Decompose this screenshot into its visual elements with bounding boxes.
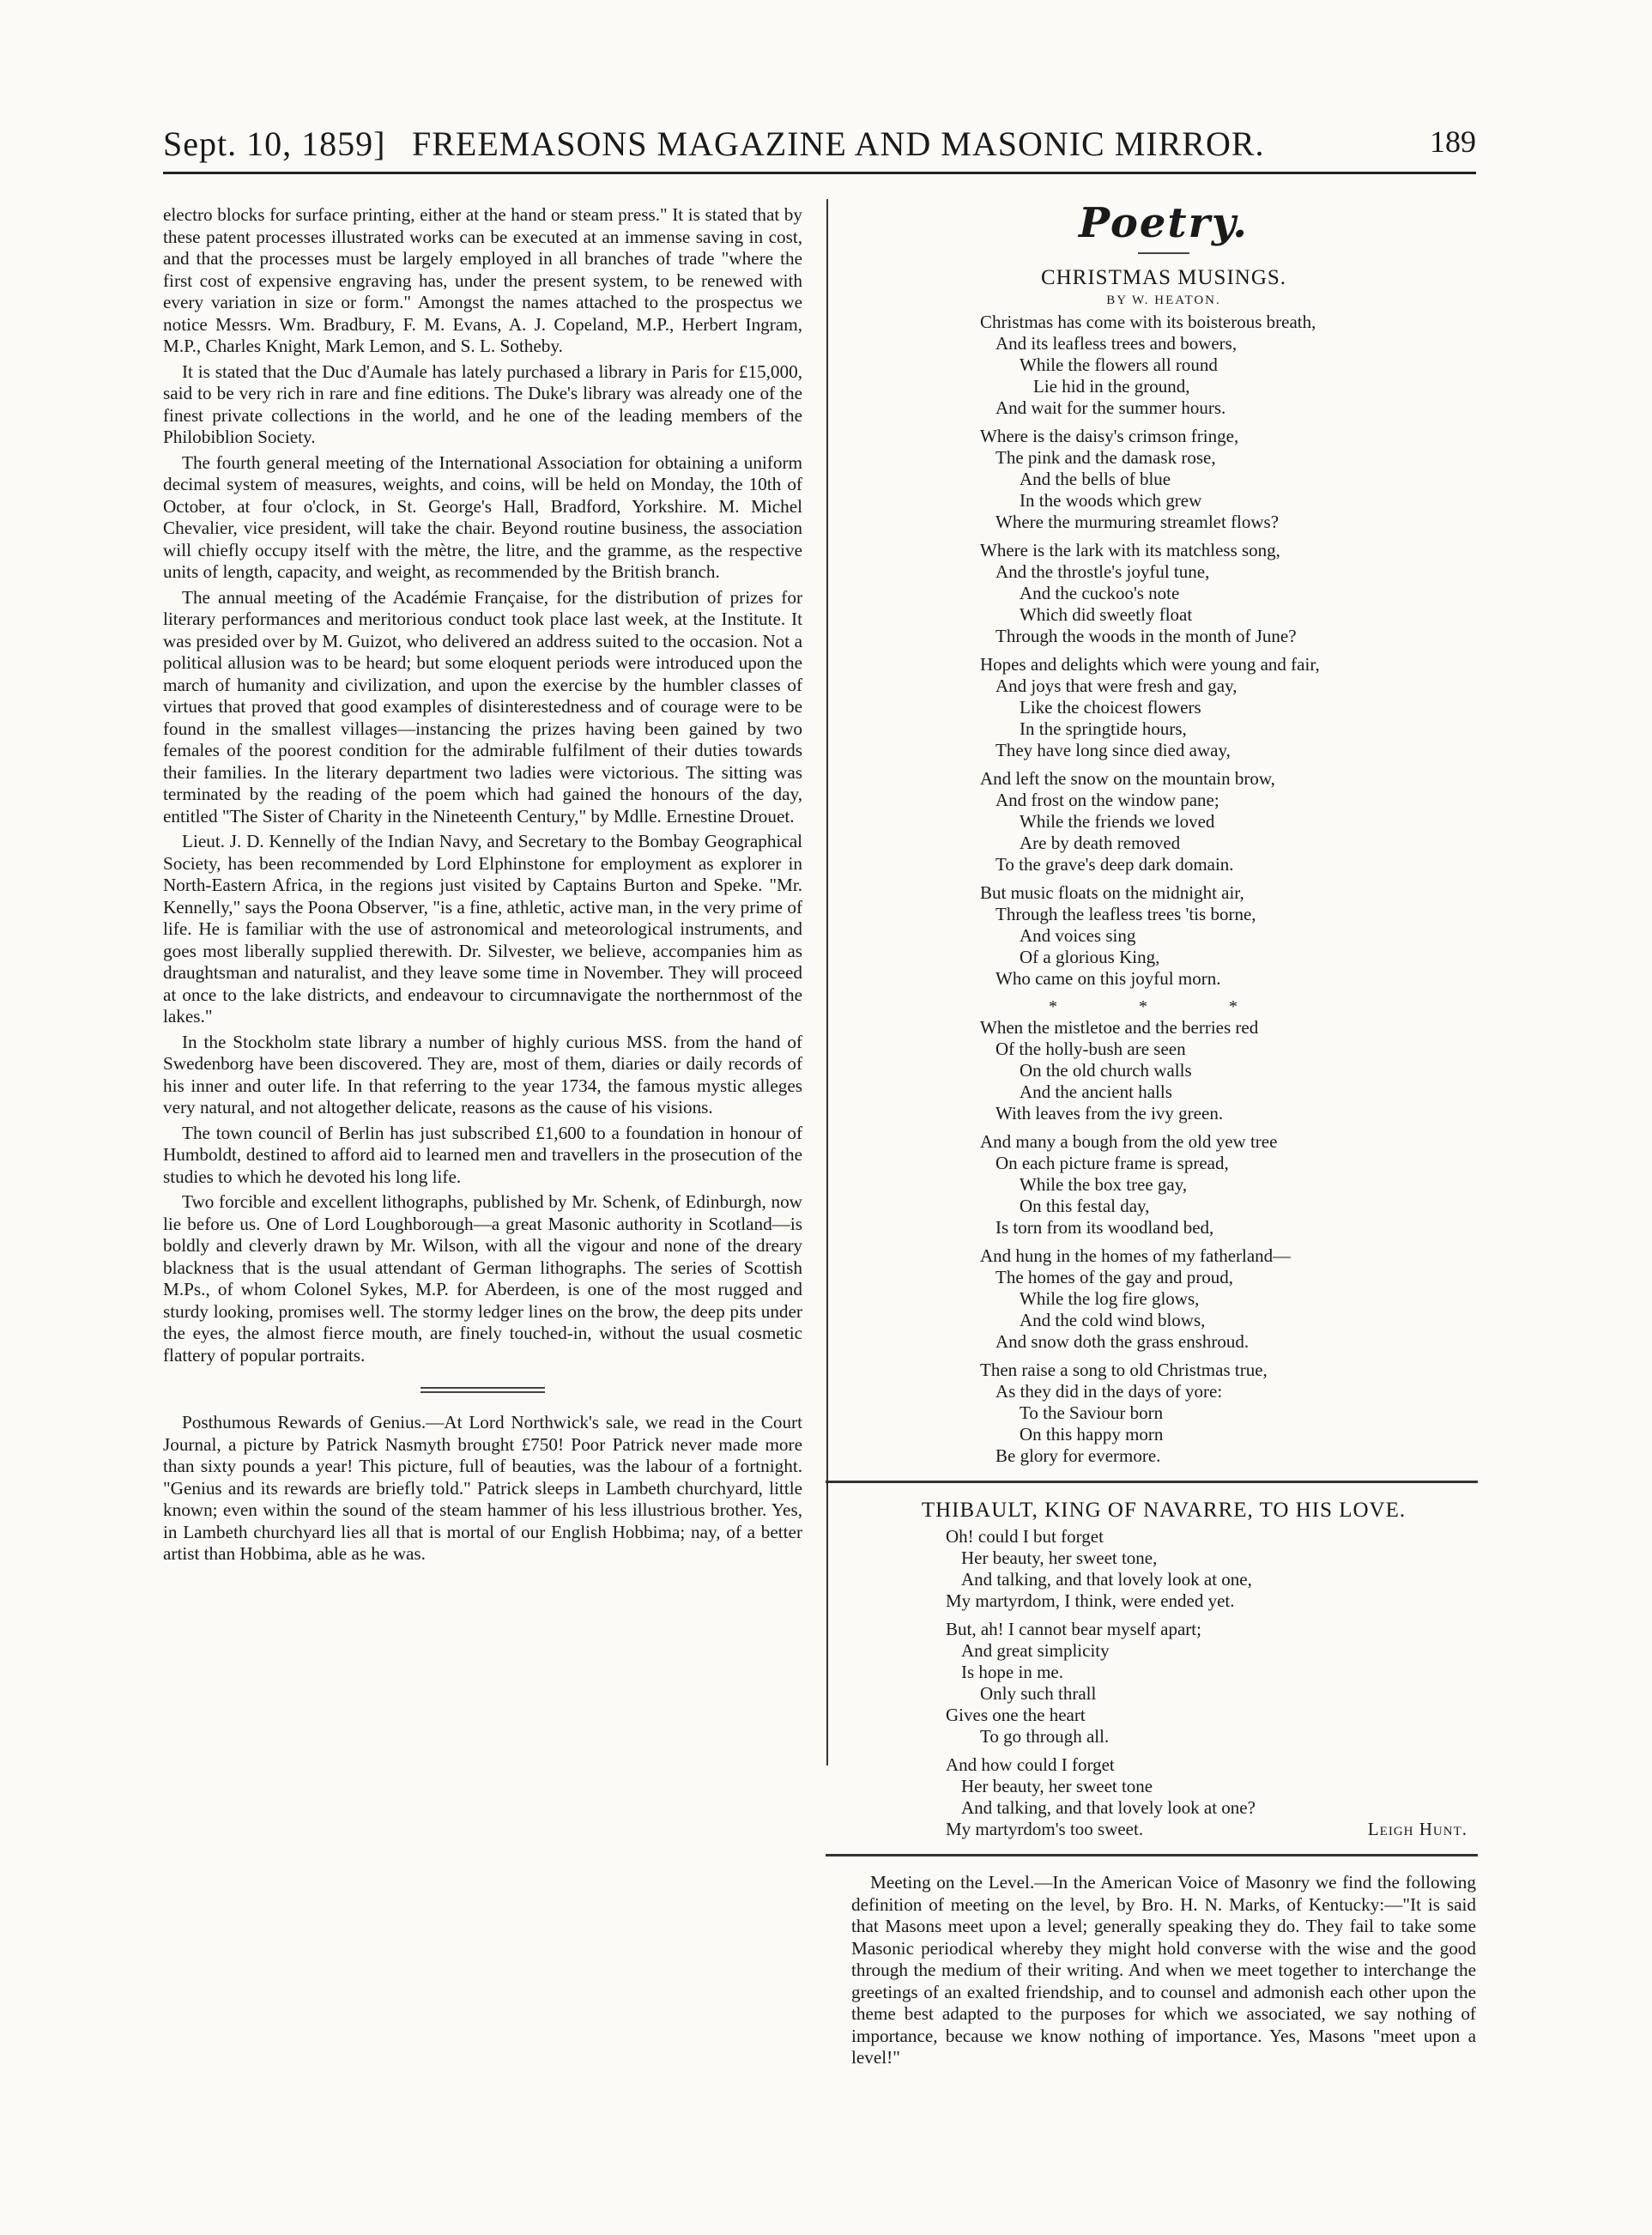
poem-line: The homes of the gay and proud, — [995, 1267, 1234, 1287]
poem-title-christmas-musings: CHRISTMAS MUSINGS. — [1040, 266, 1287, 289]
poem-line: Oh! could I but forget — [946, 1526, 1104, 1547]
poem-line: And hung in the homes of my fatherland— — [980, 1245, 1292, 1266]
page-number: 189 — [1430, 124, 1476, 159]
poem-line: Where is the lark with its matchless song, — [980, 540, 1280, 560]
poem-line: Then raise a song to old Christmas true, — [980, 1360, 1268, 1380]
section-separator — [421, 1387, 545, 1393]
poem-line: And how could I forget — [946, 1754, 1115, 1775]
article-paragraph: electro blocks for surface printing, either at the hand or steam press." It is stated that by these patent processes illustrated works can be executed at an immense saving in cost, and that the processes must be largely employed in all branches of trade "where the first cost of expensive engraving has, under the present system, to be renewed with every variation in size or form." Amongst the names attached to the prospectus we notice Messrs. Wm. Bradbury, F. M. Evans, A. J. Copeland, M.P., Herbert Ingram, M.P., Charles Knight, Mark Lemon, and S. L. Sotheby. — [163, 204, 802, 356]
poem-line: And many a bough from the old yew tree — [980, 1131, 1278, 1152]
right-column — [851, 199, 1476, 2073]
stanza-stars: * * * — [1049, 997, 1237, 1016]
poem-line: On each picture frame is spread, — [995, 1153, 1229, 1173]
poem-stanza — [851, 1131, 1476, 1239]
poem-line: Hopes and delights which were young and fair, — [980, 654, 1320, 675]
poem-line: While the log fire glows, — [1020, 1288, 1200, 1309]
poem-line: When the mistletoe and the berries red — [980, 1017, 1259, 1038]
poem-line: The pink and the damask rose, — [995, 447, 1216, 468]
poem-stanza — [851, 426, 1476, 533]
left-column — [163, 204, 802, 1569]
poem-line: Where is the daisy's crimson fringe, — [980, 426, 1239, 446]
issue-date: Sept. 10, 1859] — [163, 124, 386, 163]
poem-line: Of a glorious King, — [1020, 947, 1160, 967]
poem-line: Lie hid in the ground, — [1033, 376, 1190, 397]
meeting-on-level-paragraph: Meeting on the Level.—In the American Voice of Masonry we find the following definition of meeting on the level, by Bro. H. N. Marks, of Kentucky:—"It is said that Masons meet upon a level; generally speaking they do. They fail to take some Masonic periodical whereby they might hold converse with the wise and the good through the medium of their writing. And when we meet together to interchange the greetings of an exalted friendship, and to counsel and admonish each other upon the theme best adapted to the purposes for which we associated, we say nothing of importance, because we know nothing of importance. Yes, Masons "meet upon a level!" — [851, 1872, 1476, 2068]
poem-line: Through the leafless trees 'tis borne, — [995, 904, 1256, 924]
poem-line: In the woods which grew — [1020, 490, 1202, 511]
article-paragraph: It is stated that the Duc d'Aumale has lately purchased a library in Paris for £15,000, said to be very rich in rare and fine editions. The Duke's library was already one of the finest private collections in the world, and he one of the leading members of the Philobiblion Society. — [163, 360, 802, 447]
poetry-heading: Poetry. — [1079, 199, 1249, 247]
poem-separator — [826, 1481, 1478, 1483]
poem-line: While the flowers all round — [1020, 354, 1218, 375]
article-paragraph: In the Stockholm state library a number of highly curious MSS. from the hand of Swedenborg have been discovered. They are, most of them, diaries or daily records of his inner and outer life. In that referring to the year 1734, the famous mystic alleges very natural, and not altogether delicate, reasons as the cause of his visions. — [163, 1031, 802, 1118]
poem-stanza — [851, 540, 1476, 647]
poem-line: And frost on the window pane; — [995, 790, 1219, 810]
poem-christmas-musings-continued — [851, 1017, 1476, 1467]
poem-line: Where the murmuring streamlet flows? — [995, 512, 1280, 532]
poem-stanza — [851, 312, 1476, 419]
poem-line: Who came on this joyful morn. — [995, 968, 1221, 989]
poem-line: Her beauty, her sweet tone — [961, 1776, 1153, 1796]
poem-line: While the box tree gay, — [1020, 1174, 1188, 1195]
poem-line: On the old church walls — [1020, 1060, 1192, 1081]
poem-line: They have long since died away, — [995, 740, 1231, 760]
poem-line: And voices sing — [1020, 925, 1136, 946]
poem-line: To the grave's deep dark domain. — [995, 854, 1234, 875]
poem-line: And the ancient halls — [1020, 1081, 1172, 1102]
poem-line: And left the snow on the mountain brow, — [980, 768, 1275, 789]
poem-line: As they did in the days of yore: — [995, 1381, 1223, 1402]
poem-line: And its leafless trees and bowers, — [995, 333, 1237, 354]
poem-line: To the Saviour born — [1020, 1402, 1164, 1423]
poem-line: Is torn from its woodland bed, — [995, 1217, 1214, 1238]
poem-line: And the cuckoo's note — [1020, 583, 1180, 603]
poem-line: And wait for the summer hours. — [995, 397, 1226, 418]
heading-rule — [1138, 252, 1189, 254]
page-header — [163, 120, 1476, 174]
poem-end-rule — [826, 1854, 1478, 1856]
poem-stanza — [851, 768, 1476, 875]
poem-stanza — [851, 1245, 1476, 1353]
poem-line: With leaves from the ivy green. — [995, 1103, 1224, 1124]
poem-line: Her beauty, her sweet tone, — [961, 1548, 1158, 1568]
poem-line: Is hope in me. — [961, 1662, 1063, 1682]
poem-thibault — [851, 1526, 1476, 1840]
poem-line: Christmas has come with its boisterous breath, — [980, 312, 1316, 332]
poem-line: To go through all. — [980, 1726, 1110, 1747]
poem-line: And snow doth the grass enshroud. — [995, 1331, 1250, 1352]
poem-line: On this happy morn — [1020, 1424, 1164, 1445]
poem-line: And the cold wind blows, — [1020, 1310, 1206, 1330]
poem-christmas-musings — [851, 312, 1476, 990]
poem-stanza — [851, 1017, 1476, 1124]
article-paragraph: Two forcible and excellent lithographs, published by Mr. Schenk, of Edinburgh, now lie before us. One of Lord Loughborough—a great Masonic authority in Scotland—is boldly and cleverly drawn by Mr. Wilson, with all the vigour and none of the dreary blackness that is the usual attendant of German lithographs. The series of Scottish M.Ps., of whom Colonel Sykes, M.P. for Aberdeen, is one of the most rugged and sturdy looking, promises well. The stormy ledger lines on the brow, the deep pits under the eyes, the almost fierce mouth, are finely touched-in, without the usual cosmetic flattery of popular portraits. — [163, 1191, 802, 1366]
article-paragraph: The annual meeting of the Académie Française, for the distribution of prizes for literary performances and meritorious conduct took place last week, at the Institute. It was presided over by M. Guizot, who delivered an address suited to the occasion. Not a political allusion was to be heard; but some eloquent periods were introduced upon the march of humanity and civilization, and upon the exercise by the humbler classes of virtues that proved that good examples of disinterestedness and of courage were to be found in the smallest villages—instancing the prizes having been gained by two females of the poorest condition for the admirable fulfilment of their duties towards their families. In the literary department two ladies were victorious. The sitting was terminated by the reading of the poem which had gained the honours of the day, entitled "The Sister of Charity in the Nineteenth Century," by Mdlle. Ernestine Drouet. — [163, 586, 802, 827]
poem-line: On this festal day, — [1020, 1196, 1150, 1216]
poem-line: Which did sweetly float — [1020, 604, 1193, 625]
poem-line: But, ah! I cannot bear myself apart; — [946, 1619, 1201, 1639]
poem-stanza — [851, 1619, 1476, 1747]
poem-line: Gives one the heart — [946, 1705, 1086, 1725]
article-paragraph: Lieut. J. D. Kennelly of the Indian Navy, and Secretary to the Bombay Geographical Society, has been recommended by Lord Elphinstone for employment as explorer in North-Eastern Africa, in the regions just visited by Captains Burton and Speke. "Mr. Kennelly," says the Poona Observer, "is a fine, athletic, active man, in the very prime of life. He is familiar with the use of astronomical and meteorological instruments, and goes most liberally supplied therewith. Dr. Silvester, we believe, accompanies him as draughtsman and naturalist, and they leave some time in November. They will proceed at once to the lake districts, and endeavour to circumnavigate the northernmost of the lakes." — [163, 831, 802, 1027]
poem-line: While the friends we loved — [1020, 811, 1215, 832]
poem-line: Be glory for evermore. — [995, 1445, 1161, 1466]
poem-stanza — [851, 1360, 1476, 1467]
poem-line: Only such thrall — [980, 1683, 1097, 1704]
poem-line: My martyrdom's too sweet. Leigh Hunt. — [946, 1819, 1467, 1839]
poem-stanza — [851, 882, 1476, 990]
poem-attribution: Leigh Hunt. — [1367, 1819, 1467, 1839]
poem-line: But music floats on the midnight air, — [980, 882, 1244, 903]
poem-line: And the bells of blue — [1020, 469, 1171, 489]
poem-line: And the throstle's joyful tune, — [995, 561, 1210, 582]
poem-line: And joys that were fresh and gay, — [995, 675, 1237, 696]
poem-stanza — [851, 1526, 1476, 1612]
article-paragraph: The town council of Berlin has just subscribed £1,600 to a foundation in honour of Humboldt, destined to afford aid to learned men and travellers in the prosecution of the studies to which he devoted his long life. — [163, 1122, 802, 1187]
poem-line: And talking, and that lovely look at one, — [961, 1569, 1252, 1590]
poem-line: Of the holly-bush are seen — [995, 1039, 1186, 1059]
left-articles — [163, 204, 802, 1366]
magazine-title: FREEMASONS MAGAZINE AND MASONIC MIRROR. — [412, 124, 1265, 163]
poem-line: My martyrdom, I think, were ended yet. — [946, 1590, 1235, 1611]
poem-stanza — [851, 654, 1476, 761]
poem-line: In the springtide hours, — [1020, 718, 1187, 739]
poem-title-thibault: THIBAULT, KING OF NAVARRE, TO HIS LOVE. — [921, 1499, 1407, 1522]
poem-stanza — [851, 1754, 1476, 1840]
poem-line: Through the woods in the month of June? — [995, 626, 1297, 646]
posthumous-rewards-paragraph: Posthumous Rewards of Genius.—At Lord Northwick's sale, we read in the Court Journal, a picture by Patrick Nasmyth brought £750! Poor Patrick never made more than sixty pounds a year! This picture, full of beauties, was the labour of a fortnight. "Genius and its rewards are briefly told." Patrick sleeps in Lambeth churchyard, little known; even within the sound of the steam hammer of his less illustrious brother. Yes, in Lambeth churchyard lies all that is mortal of our English Hobbima; nay, of a better artist than Hobbima, able as he was. — [163, 1412, 802, 1564]
poem-line: And great simplicity — [961, 1640, 1110, 1661]
poem-line: Like the choicest flowers — [1020, 697, 1201, 718]
poem-line: Are by death removed — [1020, 833, 1181, 853]
poem-author: BY W. HEATON. — [1106, 294, 1221, 307]
column-divider — [826, 199, 828, 1766]
poem-line: And talking, and that lovely look at one? — [961, 1797, 1256, 1818]
article-paragraph: The fourth general meeting of the International Association for obtaining a uniform decimal system of measures, weights, and coins, will be held on Monday, the 10th of October, at four o'clock, in St. George's Hall, Bradford, Yorkshire. M. Michel Chevalier, vice president, will take the chair. Beyond routine business, the association will chiefly occupy itself with the mètre, the litre, and the gramme, as the respective units of length, capacity, and weight, as recommended by the British branch. — [163, 451, 802, 582]
